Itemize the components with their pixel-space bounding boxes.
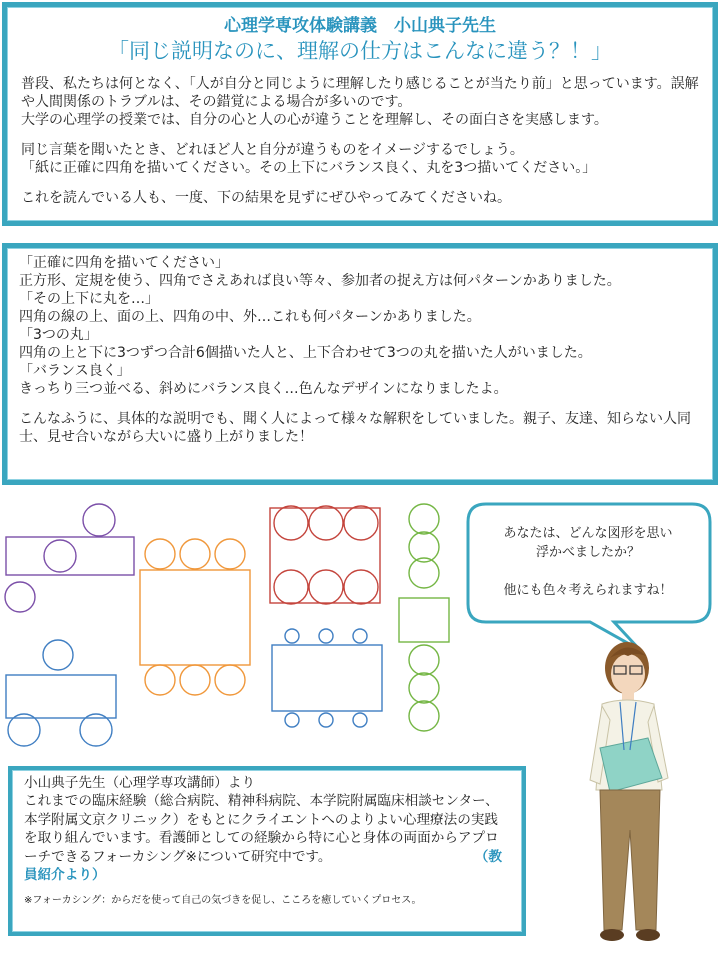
result-summary: こんなふうに、具体的な説明でも、聞く人によって様々な解釈をしていました。親子、友達、知らない人同士、見せ合いながら大いに盛り上がりました！ — [19, 411, 691, 445]
orange-rect — [140, 570, 250, 665]
green-circle — [409, 701, 439, 731]
intro-instruction: 「紙に正確に四角を描いてください。その上下にバランス良く、丸を3つ描いてください。」 — [21, 160, 597, 176]
green-rect — [399, 598, 449, 642]
result-heading-4: 「バランス良く」 — [19, 363, 131, 379]
result-heading-1: 「正確に四角を描いてください」 — [19, 255, 229, 271]
intro-paragraph-5: これを読んでいる人も、一度、下の結果を見ずにぜひやってみてくださいね。 — [21, 190, 511, 206]
bio-body: これまでの臨床経験（総合病院、精神科病院、本学院附属臨床相談センター、本学附属文京クリニック）をもとにクライエントへのよりよい心理療法の実践を取り組んでいます。看護師としての経験から特に心と身体の両面からアプローチできるフォーカシング※について研究中です。 — [24, 793, 499, 865]
red-circle — [309, 506, 343, 540]
bubble-line-3: 他にも色々考えられますね！ — [503, 583, 673, 598]
red-rect — [270, 508, 380, 603]
green-circle — [409, 504, 439, 534]
lecture-subtitle: 心理学専攻体験講義 小山典子先生 — [224, 16, 496, 36]
blue-rect — [6, 675, 116, 718]
purple-drawing — [5, 504, 134, 612]
green-circle — [409, 673, 439, 703]
red-circle — [344, 570, 378, 604]
page-title: 「同じ説明なのに、理解の仕方はこんなに違う？！」 — [108, 39, 612, 63]
blue-drawing-left — [6, 640, 116, 746]
blue-circle — [353, 713, 367, 727]
blue-circle — [80, 714, 112, 746]
intro-paragraph-2: 大学の心理学の授業では、自分の心と人の心が違うことを理解し、その面白さを実感します。 — [21, 112, 608, 128]
result-text-4: きっちり三つ並べる、斜めにバランス良く…色んなデザインになりましたよ。 — [19, 381, 508, 397]
result-heading-2: 「その上下に丸を…」 — [19, 291, 159, 307]
red-circle — [309, 570, 343, 604]
orange-drawing — [140, 539, 250, 695]
focusing-note: ※フォーカシング：からだを使って自己の気づきを促し、こころを癒していくプロセス。 — [24, 895, 422, 907]
bio-text — [24, 792, 510, 884]
bio-credit: （教員紹介より） — [24, 848, 502, 884]
blue-circle — [8, 714, 40, 746]
intro-paragraph-3: 同じ言葉を聞いたとき、どれほど人と自分が違うものをイメージするでしょう。 — [21, 142, 524, 158]
blue-circle — [285, 713, 299, 727]
blue-circle — [43, 640, 73, 670]
bio-heading: 小山典子先生（心理学専攻講師）より — [24, 775, 256, 791]
bio-panel — [8, 766, 526, 936]
result-text-2: 四角の線の上、面の上、四角の中、外…これも何パターンかありました。 — [19, 309, 481, 325]
blue-drawing-right — [272, 629, 382, 727]
green-circle — [409, 645, 439, 675]
blue-circle — [285, 629, 299, 643]
sample-drawings — [0, 490, 460, 760]
red-circle — [274, 506, 308, 540]
red-circle — [274, 570, 308, 604]
bubble-text — [476, 524, 700, 600]
result-heading-3: 「3つの丸」 — [19, 327, 98, 343]
purple-circle — [44, 540, 76, 572]
intro-paragraph-1: 普段、私たちは何となく、「人が自分と同じように理解したり感じることが当たり前」と思っています。誤解や人間関係のトラブルは、その錯覚による場合が多いのです。 — [21, 76, 699, 110]
orange-circle — [215, 539, 245, 569]
orange-circle — [145, 665, 175, 695]
red-drawing — [270, 506, 380, 604]
blue-circle — [319, 713, 333, 727]
result-text-1: 正方形、定規を使う、四角でさえあれば良い等々、参加者の捉え方は何パターンかありました。 — [19, 273, 621, 289]
result-text-3: 四角の上と下に3つずつ合計6個描いた人と、上下合わせて3つの丸を描いた人がいました。 — [19, 345, 592, 361]
blue-circle — [353, 629, 367, 643]
bubble-line-1: あなたは、どんな図形を思い — [503, 526, 673, 541]
bubble-line-2: 浮かべましたか？ — [535, 545, 640, 560]
red-circle — [344, 506, 378, 540]
results-panel — [2, 243, 718, 485]
blue-circle — [319, 629, 333, 643]
purple-circle — [5, 582, 35, 612]
orange-circle — [215, 665, 245, 695]
teacher-illustration — [570, 630, 690, 955]
intro-panel — [2, 2, 718, 226]
blue-rect — [272, 645, 382, 711]
green-drawing — [399, 504, 449, 731]
purple-circle — [83, 504, 115, 536]
orange-circle — [180, 665, 210, 695]
orange-circle — [180, 539, 210, 569]
orange-circle — [145, 539, 175, 569]
